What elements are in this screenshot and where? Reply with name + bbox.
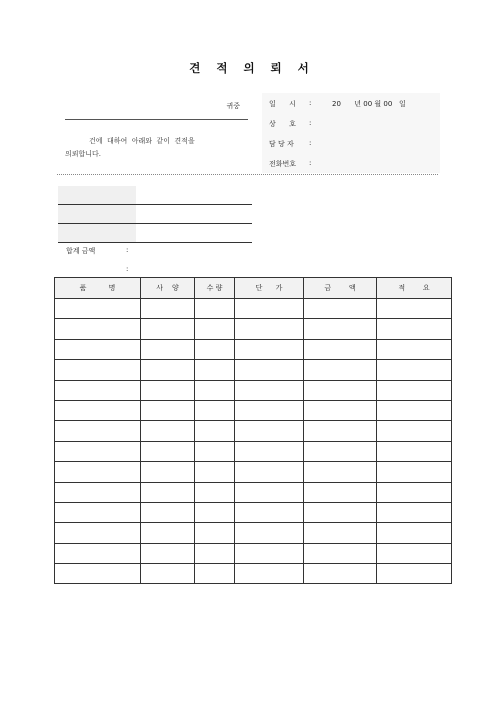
intro-line-2: 의뢰합니다.	[65, 150, 102, 158]
table-cell[interactable]	[141, 462, 195, 482]
table-row	[55, 360, 452, 380]
table-cell[interactable]	[55, 339, 141, 359]
company-label: 상 호	[269, 120, 296, 128]
table-cell[interactable]	[377, 400, 452, 420]
table-cell[interactable]	[141, 502, 195, 522]
item-label-box	[58, 186, 136, 204]
col-header-spec: 사 양	[141, 278, 195, 299]
table-cell[interactable]	[235, 319, 304, 339]
document-title: 견 적 의 뢰 서	[189, 61, 315, 75]
recipient-honorific: 귀중	[226, 102, 240, 110]
table-cell[interactable]	[235, 380, 304, 400]
table-row	[55, 319, 452, 339]
table-cell[interactable]	[304, 319, 377, 339]
table-cell[interactable]	[195, 421, 235, 441]
table-cell[interactable]	[195, 482, 235, 502]
table-cell[interactable]	[141, 564, 195, 584]
table-cell[interactable]	[141, 543, 195, 563]
table-cell[interactable]	[195, 339, 235, 359]
table-cell[interactable]	[235, 339, 304, 359]
table-cell[interactable]	[377, 543, 452, 563]
item-row-product	[58, 186, 252, 205]
phone-colon: :	[309, 159, 312, 167]
table-cell[interactable]	[304, 299, 377, 319]
table-cell[interactable]	[377, 441, 452, 461]
table-cell[interactable]	[195, 564, 235, 584]
table-cell[interactable]	[195, 502, 235, 522]
table-cell[interactable]	[55, 502, 141, 522]
table-cell[interactable]	[195, 360, 235, 380]
table-cell[interactable]	[195, 543, 235, 563]
table-cell[interactable]	[304, 400, 377, 420]
table-cell[interactable]	[377, 380, 452, 400]
table-cell[interactable]	[195, 380, 235, 400]
table-row	[55, 523, 452, 543]
table-cell[interactable]	[141, 299, 195, 319]
table-cell[interactable]	[304, 380, 377, 400]
table-cell[interactable]	[304, 421, 377, 441]
table-cell[interactable]	[141, 421, 195, 441]
table-cell[interactable]	[304, 502, 377, 522]
table-cell[interactable]	[55, 421, 141, 441]
request-intro-text	[65, 135, 250, 161]
col-header-unit-price: 단 가	[235, 278, 304, 299]
date-colon: :	[309, 99, 312, 107]
table-cell[interactable]	[55, 380, 141, 400]
table-cell[interactable]	[377, 421, 452, 441]
table-cell[interactable]	[195, 319, 235, 339]
manager-colon: :	[309, 139, 312, 147]
total-amount-colon: :	[126, 265, 129, 273]
table-cell[interactable]	[235, 564, 304, 584]
table-cell[interactable]	[304, 482, 377, 502]
table-cell[interactable]	[377, 339, 452, 359]
table-cell[interactable]	[195, 462, 235, 482]
table-cell[interactable]	[235, 523, 304, 543]
table-cell[interactable]	[235, 360, 304, 380]
table-cell[interactable]	[235, 421, 304, 441]
table-cell[interactable]	[304, 523, 377, 543]
recipient-underline	[65, 119, 248, 120]
table-cell[interactable]	[235, 502, 304, 522]
item-row-total	[58, 224, 252, 273]
table-cell[interactable]	[304, 564, 377, 584]
table-cell[interactable]	[377, 564, 452, 584]
content-colon: :	[126, 246, 129, 254]
table-cell[interactable]	[55, 523, 141, 543]
company-colon: :	[309, 119, 312, 127]
table-body	[55, 299, 452, 584]
col-header-remarks: 적 요	[377, 278, 452, 299]
table-cell[interactable]	[195, 441, 235, 461]
table-header-row	[55, 278, 452, 299]
table-cell[interactable]	[55, 462, 141, 482]
table-row	[55, 462, 452, 482]
table-cell[interactable]	[304, 543, 377, 563]
table-cell[interactable]	[141, 319, 195, 339]
table-cell[interactable]	[55, 543, 141, 563]
table-cell[interactable]	[304, 339, 377, 359]
table-cell[interactable]	[55, 441, 141, 461]
table-cell[interactable]	[235, 299, 304, 319]
section-divider	[57, 174, 438, 175]
table-row	[55, 299, 452, 319]
table-cell[interactable]	[55, 319, 141, 339]
table-row	[55, 339, 452, 359]
manager-label: 담 당 자	[269, 140, 294, 148]
table-cell[interactable]	[55, 360, 141, 380]
table-cell[interactable]	[195, 400, 235, 420]
table-row	[55, 543, 452, 563]
table-cell[interactable]	[141, 380, 195, 400]
table-cell[interactable]	[235, 482, 304, 502]
table-cell[interactable]	[141, 360, 195, 380]
col-header-amount: 금 액	[304, 278, 377, 299]
item-label-box	[58, 224, 136, 273]
table-cell[interactable]	[235, 400, 304, 420]
table-cell[interactable]	[195, 523, 235, 543]
table-cell[interactable]	[195, 299, 235, 319]
table-cell[interactable]	[235, 441, 304, 461]
table-row	[55, 441, 452, 461]
table-cell[interactable]	[141, 523, 195, 543]
quote-items-table	[54, 277, 452, 584]
table-cell[interactable]	[304, 441, 377, 461]
table-cell[interactable]	[377, 523, 452, 543]
table-cell[interactable]	[235, 543, 304, 563]
date-label: 일 시	[269, 100, 296, 108]
table-cell[interactable]	[377, 462, 452, 482]
intro-line-1: 건에 대하여 아래와 같이 견적을	[89, 137, 195, 145]
table-cell[interactable]	[141, 441, 195, 461]
table-cell[interactable]	[55, 299, 141, 319]
table-row	[55, 482, 452, 502]
table-cell[interactable]	[377, 299, 452, 319]
table-cell[interactable]	[377, 502, 452, 522]
table-cell[interactable]	[141, 339, 195, 359]
table-row	[55, 421, 452, 441]
table-cell[interactable]	[304, 360, 377, 380]
table-cell[interactable]	[377, 360, 452, 380]
table-cell[interactable]	[141, 482, 195, 502]
table-cell[interactable]	[55, 400, 141, 420]
total-amount-label: 합계 금액	[66, 247, 96, 255]
table-cell[interactable]	[304, 462, 377, 482]
col-header-quantity: 수 량	[195, 278, 235, 299]
phone-label: 전화번호	[269, 160, 297, 168]
table-cell[interactable]	[55, 564, 141, 584]
table-cell[interactable]	[141, 400, 195, 420]
table-cell[interactable]	[377, 319, 452, 339]
table-cell[interactable]	[377, 482, 452, 502]
table-cell[interactable]	[235, 462, 304, 482]
table-row	[55, 502, 452, 522]
table-cell[interactable]	[55, 482, 141, 502]
table-row	[55, 564, 452, 584]
table-row	[55, 400, 452, 420]
date-value: 20 년 00 월 00 일	[332, 100, 406, 108]
col-header-product: 품 명	[55, 278, 141, 299]
table-row	[55, 380, 452, 400]
